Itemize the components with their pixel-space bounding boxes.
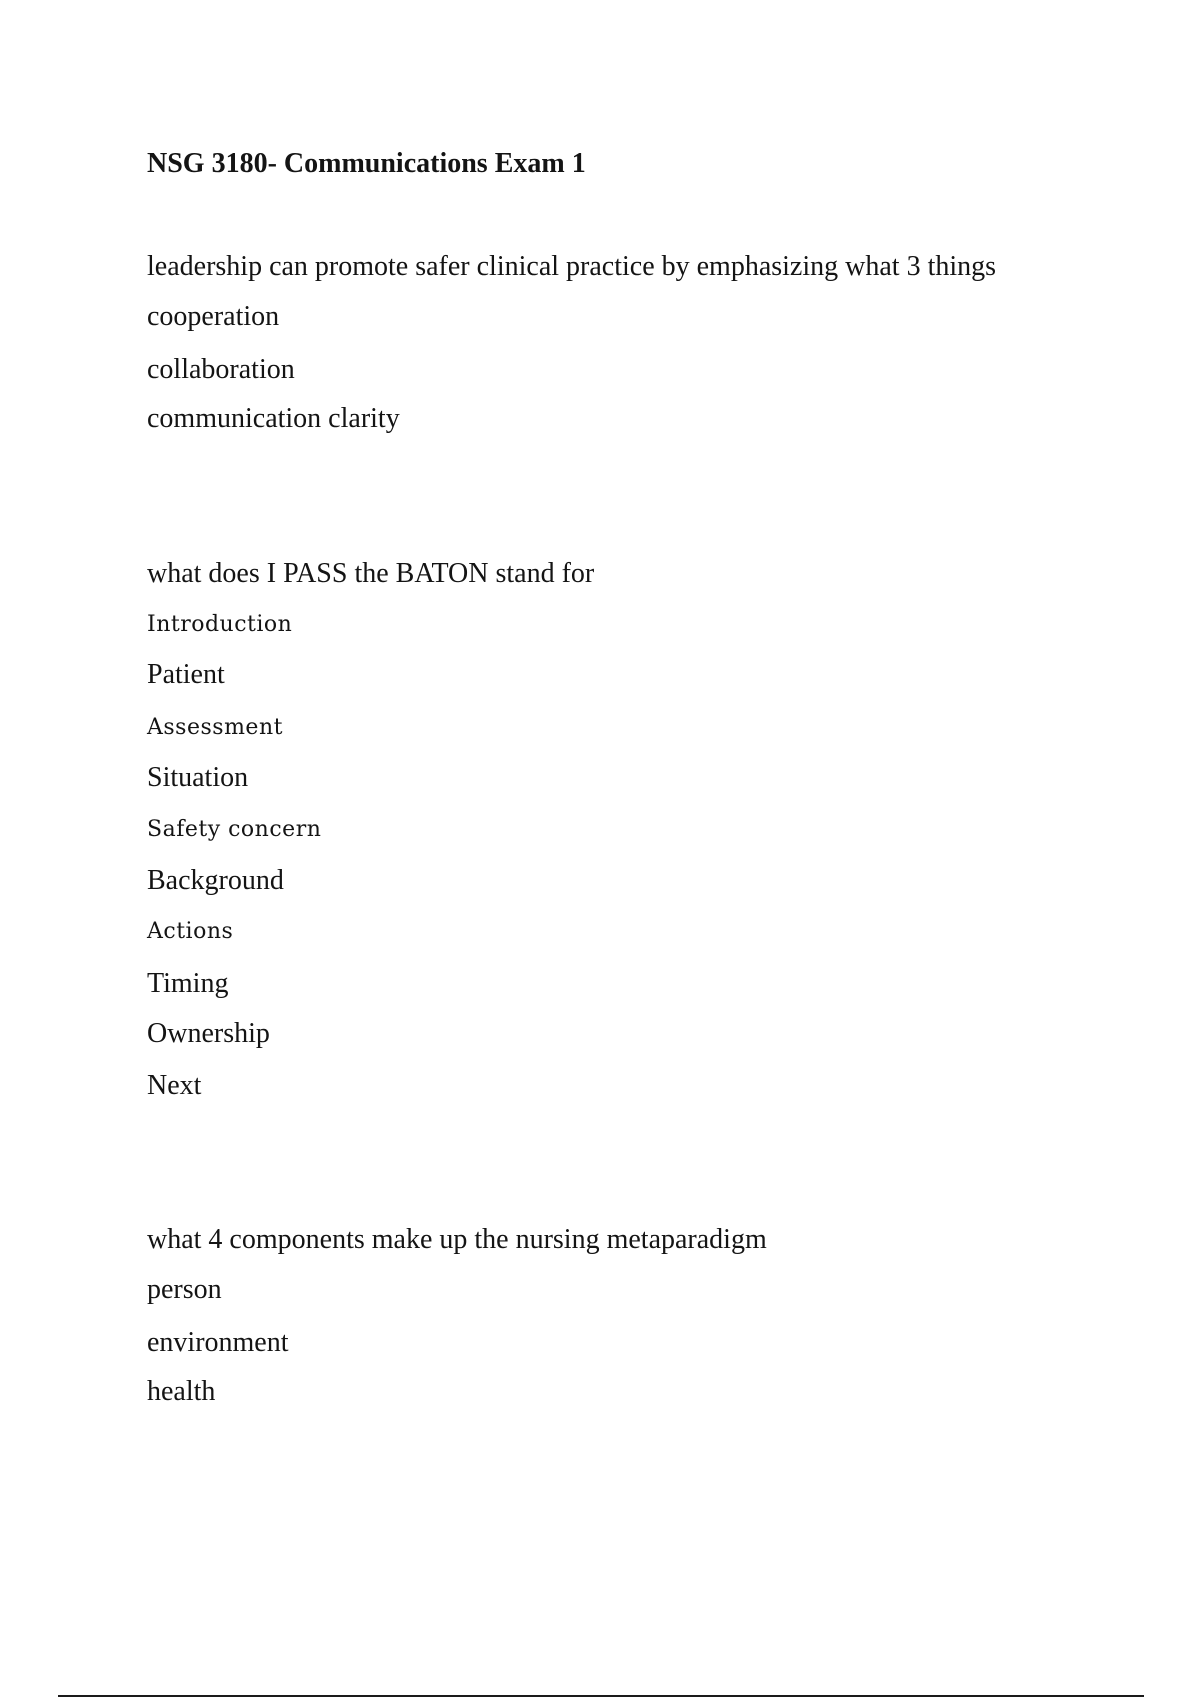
question-1: leadership can promote safer clinical practice by emphasizing what 3 things xyxy=(147,251,997,282)
answer-2-3: Assessment xyxy=(147,715,283,740)
question-2: what does I PASS the BATON stand for xyxy=(147,558,595,589)
question-3: what 4 components make up the nursing metaparadigm xyxy=(147,1224,767,1255)
answer-2-8: Timing xyxy=(147,968,229,999)
answer-2-10: Next xyxy=(147,1070,202,1101)
answer-2-2: Patient xyxy=(147,659,225,690)
answer-3-2: environment xyxy=(147,1327,289,1358)
answer-1-3: communication clarity xyxy=(147,403,400,434)
answer-2-5: Safety concern xyxy=(147,817,322,842)
answer-1-1: cooperation xyxy=(147,301,280,332)
answer-2-9: Ownership xyxy=(147,1018,270,1049)
answer-3-1: person xyxy=(147,1274,222,1305)
document-title: NSG 3180- Communications Exam 1 xyxy=(147,148,586,179)
bottom-divider xyxy=(58,1695,1144,1697)
answer-1-2: collaboration xyxy=(147,354,295,385)
answer-2-4: Situation xyxy=(147,762,249,793)
answer-3-3: health xyxy=(147,1376,216,1407)
answer-2-1: Introduction xyxy=(147,612,293,637)
answer-2-7: Actions xyxy=(147,919,234,944)
answer-2-6: Background xyxy=(147,865,284,896)
